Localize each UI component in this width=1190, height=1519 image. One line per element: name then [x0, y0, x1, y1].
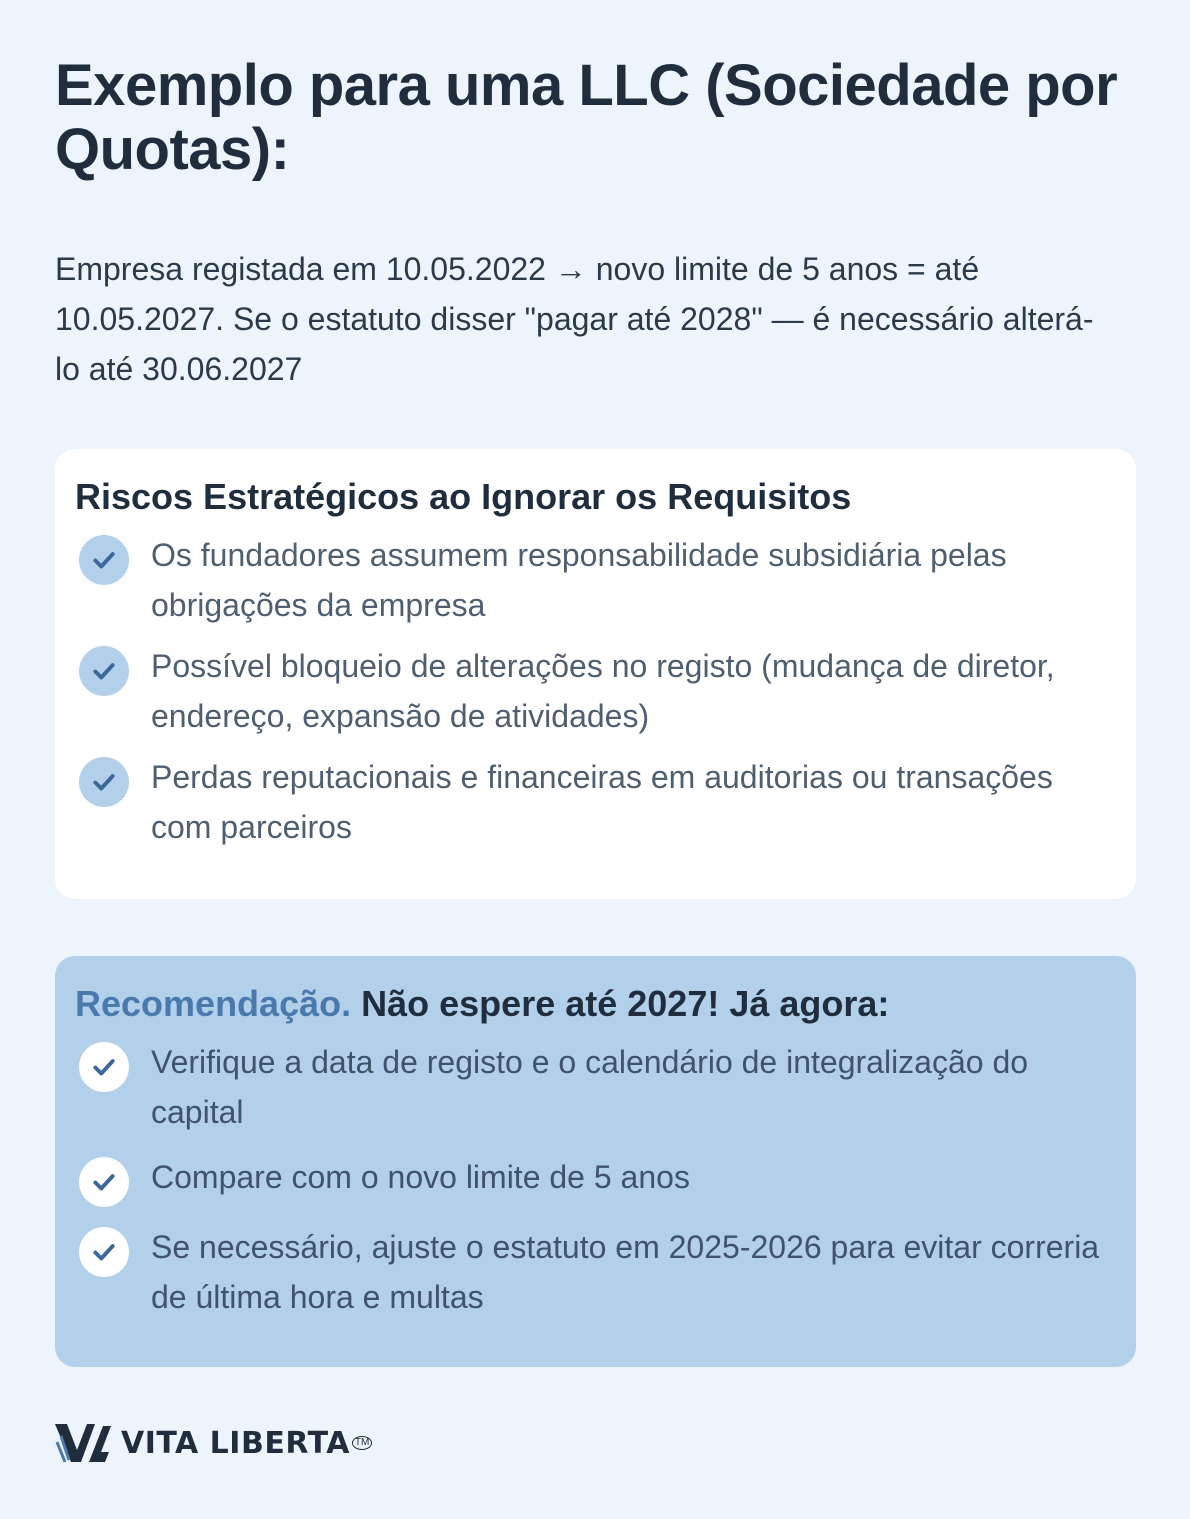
list-item	[75, 535, 1116, 630]
brand-name: VITA LIBERTA	[121, 1425, 350, 1461]
list-item	[75, 1042, 1116, 1137]
check-icon	[79, 535, 129, 585]
risk-item-text: Possível bloqueio de alterações no registo (mudança de diretor, endereço, expansão de atividades)	[151, 648, 1055, 734]
recommendation-card	[55, 956, 1136, 1367]
risk-item-text: Perdas reputacionais e financeiras em auditorias ou transações com parceiros	[151, 759, 1053, 845]
recommendation-list	[75, 1042, 1116, 1322]
list-item	[75, 757, 1116, 852]
brand-logo	[55, 1422, 372, 1464]
trademark-symbol: TM	[352, 1436, 372, 1450]
check-icon	[79, 646, 129, 696]
risk-item-text: Os fundadores assumem responsabilidade subsidiária pelas obrigações da empresa	[151, 537, 1007, 623]
check-icon	[79, 1227, 129, 1277]
vita-liberta-logo-icon	[55, 1422, 111, 1464]
recommendation-item-text: Se necessário, ajuste o estatuto em 2025-2026 para evitar correria de última hora e multas	[151, 1229, 1100, 1315]
risks-list	[75, 535, 1116, 852]
check-icon	[79, 757, 129, 807]
risks-heading: Riscos Estratégicos ao Ignorar os Requisitos	[75, 476, 852, 517]
recommendation-heading-text: Não espere até 2027! Já agora:	[361, 983, 890, 1024]
intro-text: Empresa registada em 10.05.2022 → novo limite de 5 anos = até 10.05.2027. Se o estatuto disser "pagar até 2028" — é necessário alterá-lo até 30.06.2027	[55, 251, 1094, 387]
list-item	[75, 1157, 1116, 1207]
check-icon	[79, 1042, 129, 1092]
risks-card	[55, 449, 1136, 899]
list-item	[75, 1227, 1116, 1322]
recommendation-item-text: Compare com o novo limite de 5 anos	[151, 1159, 690, 1195]
recommendation-heading	[75, 980, 1116, 1028]
recommendation-label: Recomendação.	[75, 983, 352, 1024]
page-title: Exemplo para uma LLC (Sociedade por Quotas):	[55, 53, 1118, 182]
list-item	[75, 646, 1116, 741]
check-icon	[79, 1157, 129, 1207]
recommendation-item-text: Verifique a data de registo e o calendário de integralização do capital	[151, 1044, 1029, 1130]
